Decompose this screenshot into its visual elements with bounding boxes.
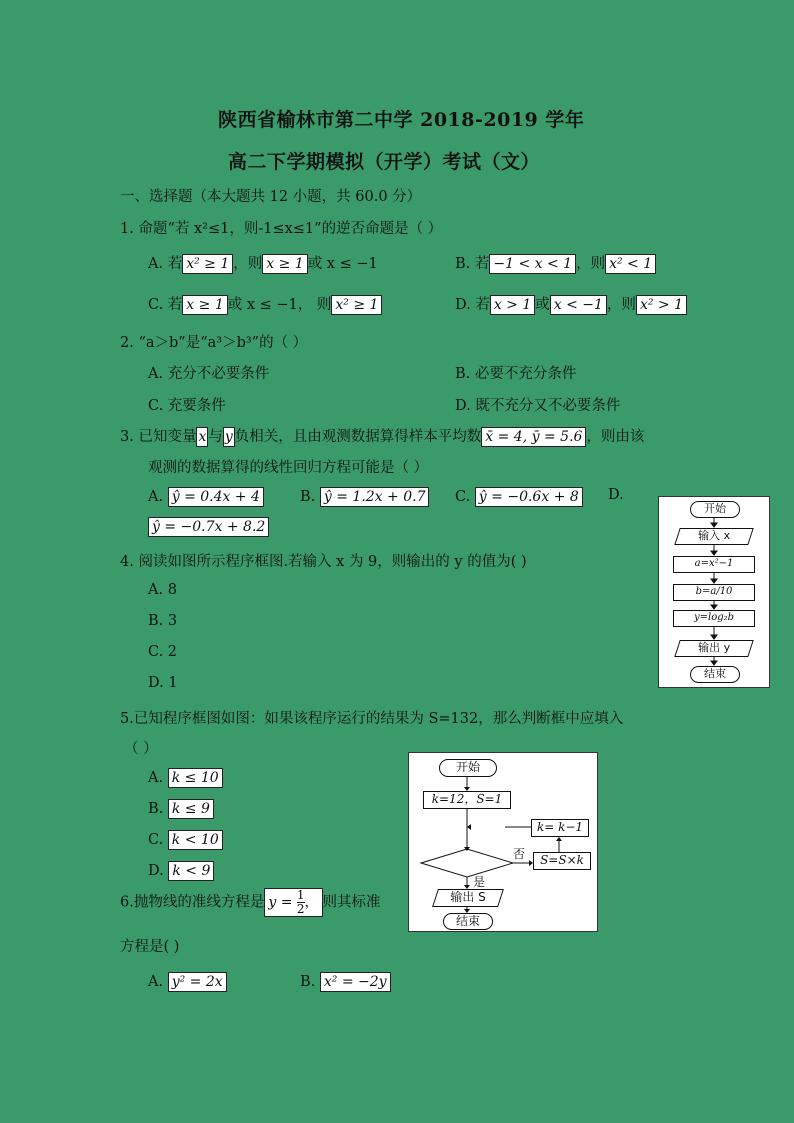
q3-stem-mid: 与 [208,429,223,445]
q1-d-mid: 或 [535,297,550,313]
q6-b-label: B. [300,974,316,990]
question-5-stem-2: （ ） [124,741,158,757]
q1-option-c [148,293,382,315]
q2-option-b: B. 必要不充分条件 [455,366,577,382]
q5-flow-end: 结束 [443,913,493,930]
q3-c-math: ŷ = −0.6x + 8 [475,487,583,507]
q4-flow-step-3: y=log₂b [673,610,755,627]
q6-directrix-math [264,888,322,917]
q4-flow-step-1: a=x²−1 [673,556,755,573]
q3-c-label: C. [455,489,471,505]
q3-a-math: ŷ = 0.4x + 4 [168,487,264,507]
q3-stem-mid-2: 负相关，且由观测数据算得样本平均数 [234,429,482,445]
q5-flow-init: k=12，S=1 [423,791,511,809]
q6-frac-numerator: 1 [296,888,305,902]
q5-c-label: C. [148,832,164,848]
q5-option-a [148,768,223,788]
q5-d-math: k < 9 [168,861,214,881]
q6-directrix-fraction [297,889,305,916]
q6-option-b [300,972,391,992]
q4-flow-start: 开始 [690,501,740,518]
q1-c-math-1: x ≥ 1 [182,295,227,315]
q3-stem-prefix: 3. 已知变量 [120,429,197,445]
q5-a-math: k ≤ 10 [168,768,223,788]
q1-d-prefix: D. 若 [455,297,490,313]
q6-b-math: x² = −2y [320,972,391,992]
q1-a-math-1: x² ≥ 1 [182,254,233,274]
q5-flow-no-label: 否 [513,847,526,861]
question-6-stem-line-2: 方程是( ) [120,939,180,955]
q1-a-suffix: 或 x ≤ −1 [307,256,378,272]
q3-sample-mean: x̄ = 4, ȳ = 5.6 [481,427,586,447]
q6-directrix-comma: ， [304,894,319,911]
q3-b-math: ŷ = 1.2x + 0.7 [320,487,430,507]
q6-stem-suffix: 则其标准 [322,894,381,911]
q3-stem-suffix: ，则由该 [586,429,645,445]
q1-d-math-2: x < −1 [550,295,607,315]
q3-option-c [455,487,583,507]
q3-option-b [300,487,429,507]
q1-c-math-2: x² ≥ 1 [331,295,382,315]
q4-option-c: C. 2 [148,644,178,660]
q3-var-y: y [224,429,233,445]
q5-c-math: k < 10 [168,830,223,850]
q1-a-mid: ，则 [233,256,263,272]
q3-b-label: B. [300,489,316,505]
q1-d-math-3: x² > 1 [636,295,687,315]
q1-option-b [455,252,656,274]
q2-option-d: D. 既不充分又不必要条件 [455,398,621,414]
q1-b-math-1: −1 < x < 1 [489,254,576,274]
q4-flow-output-label: 输出 y [698,641,731,654]
q2-option-a: A. 充分不必要条件 [148,366,270,382]
q4-flow-output [674,640,754,657]
q1-c-prefix: C. 若 [148,297,183,313]
question-3-stem-line-2: 观测的数据算得的线性回归方程可能是（ ） [148,460,429,476]
q4-option-b: B. 3 [148,613,178,629]
q4-flow-input-label: 输入 x [698,529,731,542]
q1-a-math-2: x ≥ 1 [262,254,307,274]
q2-option-c: C. 充要条件 [148,398,226,414]
q5-flow-decrement: k= k−1 [531,819,589,837]
question-3-stem-line-1 [120,425,644,447]
q4-flow-input [674,528,754,545]
q5-b-math: k ≤ 9 [168,799,214,819]
question-1-stem: 1. 命题“若 x²≤1，则-1≤x≤1”的逆否命题是（ ） [120,221,443,237]
q6-frac-denominator: 2 [296,902,305,916]
q3-d-math: ŷ = −0.7x + 8.2 [148,517,269,537]
q6-directrix-lhs: y = [268,894,293,911]
q4-flowchart [658,496,770,688]
q5-flow-yes-label: 是 [473,875,486,889]
q4-option-d: D. 1 [148,675,178,691]
q3-option-d-label: D. [608,487,624,503]
q6-a-label: A. [148,974,164,990]
q3-var-x: x [198,429,207,445]
q1-b-prefix: B. 若 [455,256,490,272]
q3-option-d [148,517,269,537]
q1-c-mid: 或 x ≤ −1， 则 [227,297,332,313]
q5-option-b [148,799,214,819]
question-2-stem: 2. “a＞b”是“a³＞b³”的（ ） [120,335,308,351]
q4-option-a: A. 8 [148,582,177,598]
document-title: 陕西省榆林市第二中学 2018-2019 学年 [218,109,585,131]
q6-a-math: y² = 2x [168,972,227,992]
question-4-stem: 4. 阅读如图所示程序框图.若输入 x 为 9，则输出的 y 的值为( ) [120,554,527,570]
q1-option-a [148,252,378,274]
q5-flow-output-label: 输出 S [450,890,487,904]
q1-option-d [455,293,687,315]
q5-option-d [148,861,214,881]
q3-option-a [148,487,264,507]
q6-option-a [148,972,227,992]
q3-a-label: A. [148,489,164,505]
q5-flowchart [408,752,598,932]
q1-d-math-1: x > 1 [490,295,535,315]
q1-a-prefix: A. 若 [148,256,183,272]
q1-d-mid-2: ，则 [606,297,636,313]
question-6-stem [120,888,381,917]
q5-d-label: D. [148,863,164,879]
q4-flow-end: 结束 [690,666,740,683]
q5-flow-output [432,889,504,907]
q6-stem-prefix: 6.抛物线的准线方程是 [120,894,265,911]
q5-flow-start: 开始 [439,759,497,777]
q4-flow-step-2: b=a/10 [673,584,755,601]
q1-b-math-2: x² < 1 [605,254,656,274]
q5-option-c [148,830,223,850]
section-header: 一、选择题（本大题共 12 小题，共 60.0 分） [120,189,422,205]
q5-a-label: A. [148,770,164,786]
q1-b-mid: ，则 [576,256,606,272]
document-subtitle: 高二下学期模拟（开学）考试（文） [228,151,541,173]
question-5-stem: 5.已知程序框图如图：如果该程序运行的结果为 S=132，那么判断框中应填入 [120,711,624,727]
q5-b-label: B. [148,801,164,817]
q5-flow-multiply: S=S×k [533,852,591,870]
